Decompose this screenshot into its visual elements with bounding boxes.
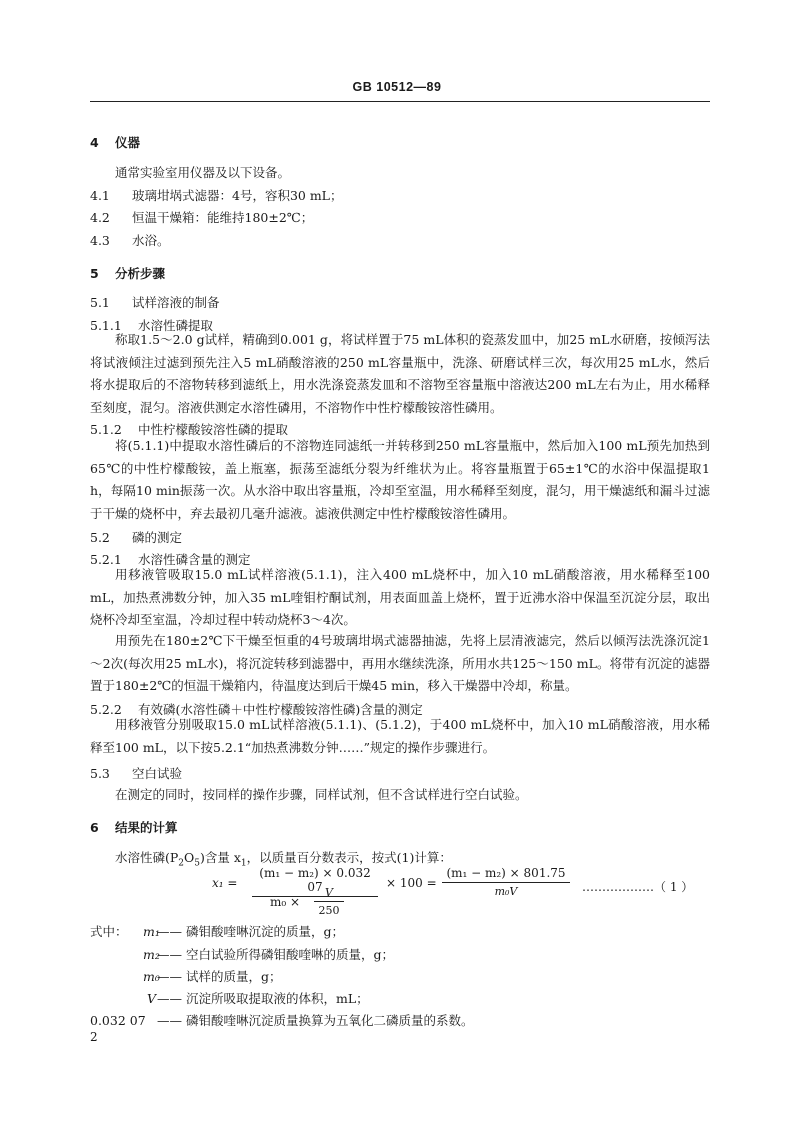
formula-intro: 水溶性磷$(P_2O_5)$含量 $x_1$，以质量百分数表示，按式(1)计算： [115, 850, 452, 869]
subsection-5-1-heading: 5.1 试样溶液的制备 [90, 295, 220, 310]
subsection-5-1-2-heading: 5.1.2 中性柠檬酸铵溶性磷的提取 [90, 422, 289, 437]
section-5-heading: 5 分析步骤 [90, 266, 166, 281]
fraction-1-numerator: (m₁ − m₂) × 0.032 07 [252, 866, 378, 897]
formula-times-100: × 100 = [386, 876, 437, 890]
section-4-heading [90, 133, 140, 151]
section-4-intro: 通常实验室用仪器及以下设备。 [115, 165, 291, 180]
header-rule [90, 101, 710, 102]
paragraph-5-2-1-a: 用移液管吸取15.0 mL试样溶液(5.1.1)，注入400 mL烧杯中，加入10 mL硝酸溶液，用水稀释至100 mL，加热煮沸数分钟，加入35 mL喹钼柠酮试剂，用表面皿盖上烧杯，置于近沸水浴中保温至沉淀分层，取出烧杯冷却至室温，冷却过程中转动烧杯3～4次。 [90, 567, 710, 627]
formula-lhs: x₁ = [212, 876, 238, 890]
fraction-1-inner-fraction [314, 886, 344, 917]
paragraph-5-2-2: 用移液管分别吸取15.0 mL试样溶液(5.1.1)、(5.1.2)，于400 mL烧杯中，加入10 mL硝酸溶液，用水稀释至100 mL，以下按5.2.1“加热煮沸数分钟……”规定的操作步骤进行。 [90, 717, 710, 755]
section-6-heading: 6 结果的计算 [90, 820, 178, 835]
subsection-5-2-1-heading: 5.2.1 水溶性磷含量的测定 [90, 552, 251, 567]
document-code-header: GB 10512—89 [352, 80, 442, 94]
section-title: 仪器 [115, 135, 141, 150]
definition-item: V—— 沉淀所吸取提取液的体积，mL； [147, 991, 369, 1006]
list-item: 4.3 水浴。 [90, 233, 170, 248]
definition-item: m₀—— 试样的质量，g； [143, 969, 282, 984]
definition-item: m₂—— 空白试验所得磷钼酸喹啉的质量，g； [143, 947, 394, 962]
formula-fraction-2 [442, 866, 570, 898]
fraction-1-denominator-prefix: m₀ × [270, 895, 301, 909]
list-item: 4.2 恒温干燥箱：能维持180±2℃； [90, 210, 314, 225]
paragraph-5-2-1-b: 用预先在180±2℃下干燥至恒重的4号玻璃坩埚式滤器抽滤，先将上层清液滤完，然后以倾泻法洗涤沉淀1～2次(每次用25 mL水)，将沉淀转移到滤器中，再用水继续洗涤，所用水共125～150 mL。将带有沉淀的滤器置于180±2℃的恒温干燥箱内，待温度达到后干燥45 min，移入干燥器中冷却，称量。 [90, 633, 710, 693]
definition-item: m₁—— 磷钼酸喹啉沉淀的质量，g； [143, 924, 344, 939]
definition-item: 0.032 07 —— 磷钼酸喹啉沉淀质量换算为五氧化二磷质量的系数。 [90, 1013, 474, 1028]
inner-fraction-denominator: 250 [318, 904, 340, 917]
inner-fraction-numerator: V [314, 886, 344, 902]
formula-label: ………………（ 1 ） [582, 880, 694, 894]
subsection-5-3-heading: 5.3 空白试验 [90, 766, 183, 781]
fraction-2-numerator: (m₁ − m₂) × 801.75 [442, 866, 570, 883]
fraction-2-denominator: m₀V [494, 885, 518, 898]
subsection-5-2-2-heading: 5.2.2 有效磷(水溶性磷＋中性柠檬酸铵溶性磷)含量的测定 [90, 702, 423, 717]
paragraph-5-1-2: 将(5.1.1)中提取水溶性磷后的不溶物连同滤纸一并转移到250 mL容量瓶中，然后加入100 mL预先加热到65℃的中性柠檬酸铵，盖上瓶塞，振荡至滤纸分裂为纤维状为止。将容量瓶置于65±1℃的水浴中保温提取1 h，每隔10 min振荡一次。从水浴中取出容量瓶，冷却至室温，用水稀释至刻度，混匀，用干燥滤纸和漏斗过滤于干燥的烧杯中，弃去最初几毫升滤液。滤液供测定中性柠檬酸铵溶性磷用。 [90, 438, 710, 521]
subsection-5-2-heading: 5.2 磷的测定 [90, 530, 183, 545]
paragraph-5-1-1: 称取1.5～2.0 g试样，精确到0.001 g，将试样置于75 mL体积的瓷蒸发皿中，加25 mL水研磨，按倾泻法将试液倾注过滤到预先注入5 mL硝酸溶液的250 mL容量瓶中，洗涤、研磨试样三次，每次用25 mL水，然后将水提取后的不溶物转移到滤纸上，用水洗涤瓷蒸发皿和不溶物至容量瓶中溶液达200 mL左右为止，用水稀释至刻度，混匀。溶液供测定水溶性磷用，不溶物作中性柠檬酸铵溶性磷用。 [90, 332, 710, 415]
section-number: 4 [90, 135, 99, 150]
page-number: 2 [90, 1030, 98, 1044]
where-label: 式中： [90, 924, 128, 939]
list-item: 4.1 玻璃坩埚式滤器：4号，容积30 mL； [90, 188, 343, 203]
paragraph-5-3: 在测定的同时，按同样的操作步骤，同样试剂，但不含试样进行空白试验。 [115, 787, 528, 802]
subsection-5-1-1-heading: 5.1.1 水溶性磷提取 [90, 318, 214, 333]
